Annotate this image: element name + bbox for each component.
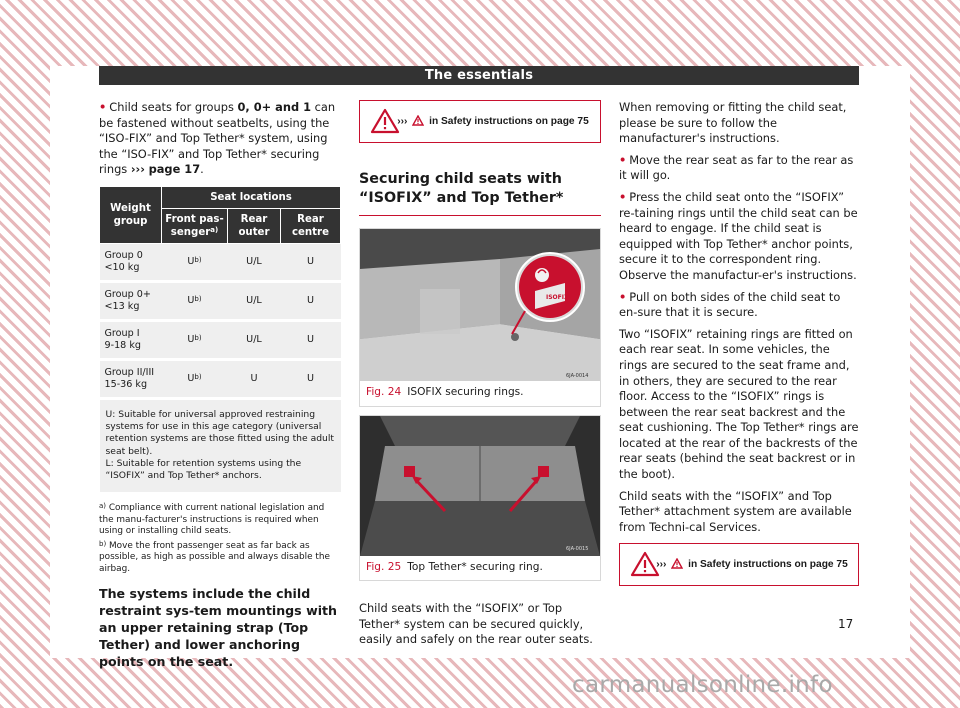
top-tether-illustration <box>360 416 600 556</box>
page-reference-link[interactable]: page 17 <box>148 162 201 177</box>
header-rear-outer: Rear outer <box>228 208 281 243</box>
header-weight-group: Weight group <box>100 186 162 243</box>
warning-triangle-icon <box>630 551 660 577</box>
column-left <box>99 100 341 670</box>
list-item: • Move the rear seat as far to the rear as it will go. <box>619 152 854 183</box>
list-item: • Press the child seat onto the “ISOFIX” re-taining rings until the child seat can be heard to engage. If the child seat is equipped with Top Tether* anchor points, secure it to the correspondent ring. Observe the manufactur-er's instructions. <box>619 189 858 282</box>
warning-triangle-icon <box>370 108 400 134</box>
list-item: • Pull on both sides of the child seat to en-sure that it is secure. <box>619 289 841 320</box>
technical-services-paragraph: Child seats with the “ISOFIX” and Top Tether* attachment system are available from Techni-cal Services. <box>619 488 852 534</box>
bullet-icon: • <box>619 289 627 304</box>
warning-small-icon <box>412 115 424 126</box>
page-header-title: The essentials <box>99 66 859 85</box>
reference-arrow: ››› <box>656 559 667 571</box>
warning-reference-text: in Safety instructions on page 75 <box>688 559 848 571</box>
isofix-badge-text: ISOFIX <box>546 294 569 301</box>
table-row: Group 0+ <13 kg $U^{b)}$ U/L U <box>100 281 341 320</box>
figure-caption: Fig. 25 Top Tether* securing ring. <box>360 556 600 581</box>
header-seat-locations: Seat locations <box>162 186 341 208</box>
isofix-body-text: Child seats with the “ISOFIX” or Top Tether* system can be secured quickly, easily and safely on the rear outer seats. <box>359 601 593 647</box>
reference-arrow: ››› <box>397 115 408 127</box>
watermark: carmanualsonline.info <box>572 672 833 698</box>
safety-warning-box[interactable] <box>619 543 859 586</box>
page-number: 17 <box>838 617 854 631</box>
header-front-passenger: Front pas-senger$^{a)}$ <box>162 208 228 243</box>
bullet-icon: • <box>619 152 627 167</box>
table-row: Group II/III 15-36 kg $U^{b)}$ U U <box>100 359 341 398</box>
figure-isofix-rings <box>359 228 601 407</box>
systems-subheading: The systems include the child restraint sys-tem mountings with an upper retaining strap (Top Tether) and lower anchoring points on the seat. <box>99 586 338 670</box>
safety-warning-box[interactable] <box>359 100 601 143</box>
manufacturer-instructions-paragraph: When removing or fitting the child seat, please be sure to follow the manufacturer's instructions. <box>619 100 847 146</box>
note-universal: U: Suitable for universal approved restraining systems for use in this age category (universal retention systems are those fitted using the adult seat belt). <box>105 408 335 457</box>
isofix-rings-paragraph: Two “ISOFIX” retaining rings are fitted on each rear seat. In some vehicles, the rings are secured to the seat frame and, in others, they are secured to the rear floor. Access to the “ISOFIX” rings is between the rear seat backrest and the seat cushioning. The Top Tether* rings are located at the rear of the backrests of the rear seats (behind the seat backrest or in the boot). <box>619 326 859 482</box>
bullet-icon: • <box>99 100 107 114</box>
seat-location-table <box>99 186 341 495</box>
column-middle <box>359 100 601 654</box>
footnote-b: $^{b)}$ Move the front passenger seat as far back as possible, as high as possible and always disable the airbag. <box>99 539 330 574</box>
column-right <box>619 100 859 586</box>
table-row: Group I 9-18 kg $U^{b)}$ U/L U <box>100 320 341 359</box>
footnote-a: $^{a)}$ Compliance with current national legislation and the manu-facturer's instructions is required when using or installing child seats. <box>99 502 325 537</box>
table-row: Group 0 <10 kg $U^{b)}$ U/L U <box>100 243 341 281</box>
table-note-row <box>100 398 341 493</box>
header-rear-centre: Rear centre <box>280 208 340 243</box>
figure-top-tether <box>359 415 601 582</box>
isofix-rings-illustration <box>360 229 600 381</box>
note-isofix: L: Suitable for retention systems using the “ISOFIX” and Top Tether* anchors. <box>105 457 302 481</box>
figure-caption: Fig. 24 ISOFIX securing rings. <box>360 381 600 406</box>
figure-code: 6JA-0014 <box>566 373 589 379</box>
warning-reference-text: in Safety instructions on page 75 <box>429 115 589 127</box>
cross-reference-arrow: ››› <box>130 162 145 177</box>
warning-small-icon <box>671 558 683 569</box>
figure-code: 6JA-0015 <box>566 545 589 552</box>
intro-paragraph: • Child seats for groups 0, 0+ and 1 can be fastened without seatbelts, using the “ISO-FIX” and Top Tether* system, using the “ISO-FIX” and Top Tether* securing rings ››› page 17. <box>99 100 336 177</box>
bullet-icon: • <box>619 189 627 204</box>
section-title: Securing child seats with “ISOFIX” and Top Tether* <box>359 170 601 216</box>
